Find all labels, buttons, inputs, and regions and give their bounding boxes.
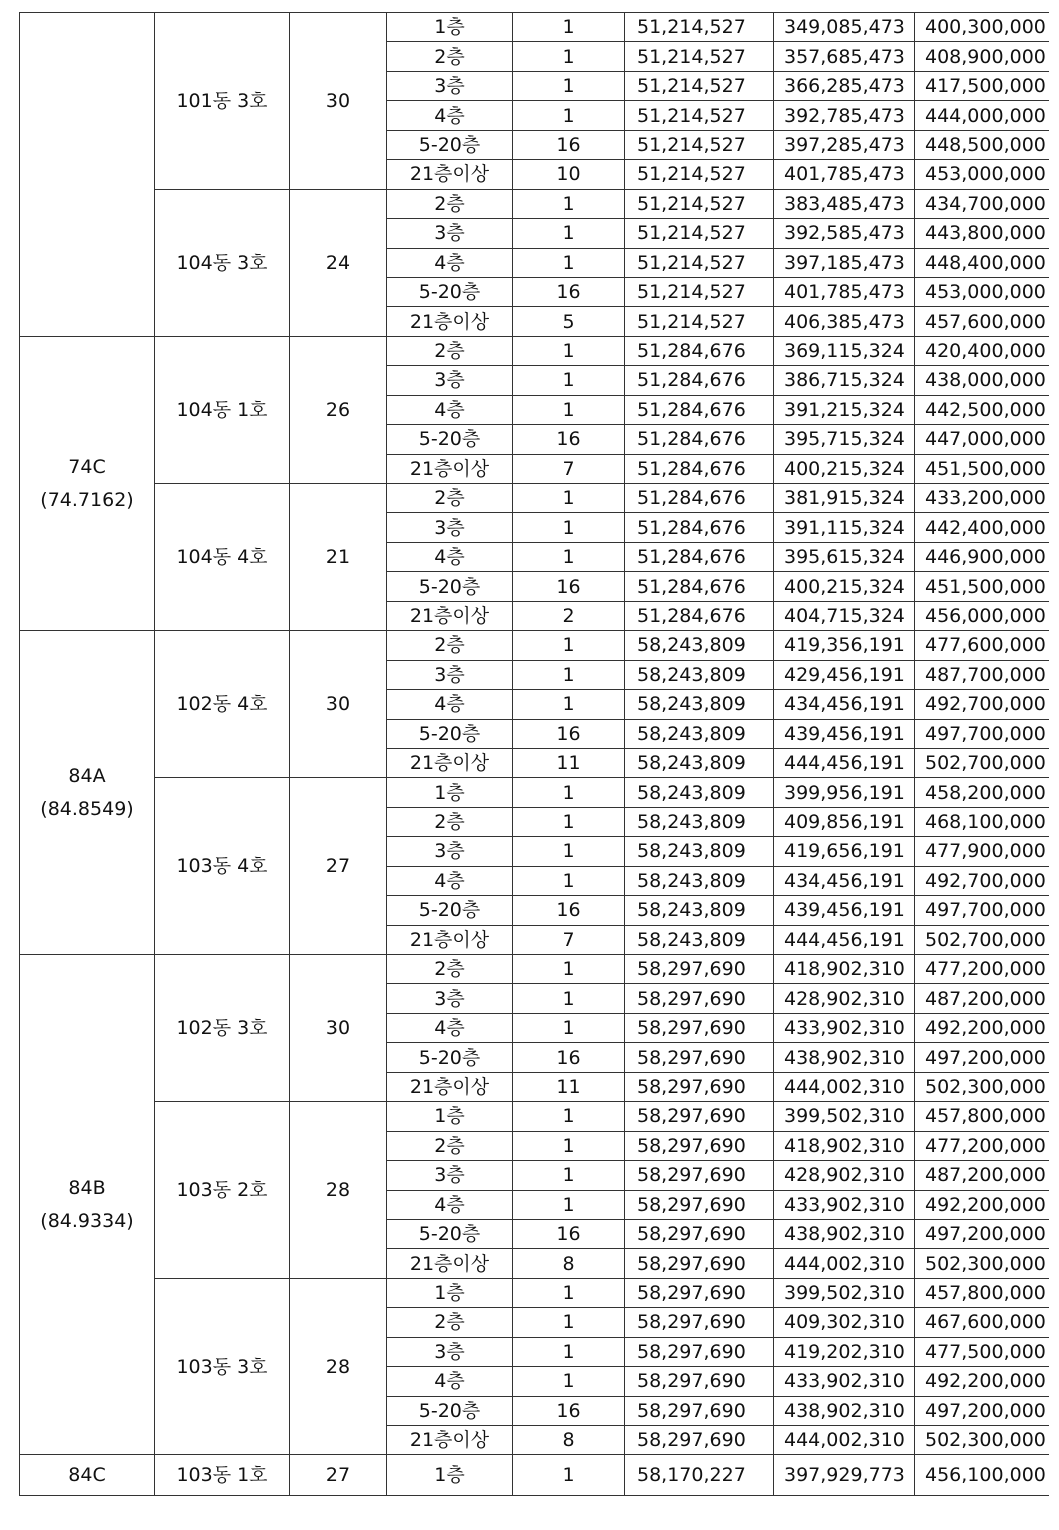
unit-count-cell: 28 <box>290 1278 387 1455</box>
total-price-cell: 477,200,000 <box>915 1131 1056 1160</box>
land-price-cell: 58,297,690 <box>625 1337 774 1366</box>
total-price-cell: 502,700,000 <box>915 925 1056 954</box>
floor-cell: 2층 <box>387 484 513 513</box>
floor-cell: 4층 <box>387 1190 513 1219</box>
total-price-cell: 497,200,000 <box>915 1043 1056 1072</box>
floor-cell: 4층 <box>387 1013 513 1042</box>
building-price-cell: 397,929,773 <box>774 1455 915 1496</box>
households-cell: 16 <box>513 572 625 601</box>
land-price-cell: 58,170,227 <box>625 1455 774 1496</box>
building-price-cell: 439,456,191 <box>774 719 915 748</box>
households-cell: 1 <box>513 248 625 277</box>
unit-count-cell: 28 <box>290 1102 387 1279</box>
land-price-cell: 58,297,690 <box>625 1161 774 1190</box>
unit-cell: 103동 2호 <box>155 1102 290 1279</box>
floor-cell: 21층이상 <box>387 925 513 954</box>
total-price-cell: 458,200,000 <box>915 778 1056 807</box>
total-price-cell: 400,300,000 <box>915 13 1056 42</box>
total-price-cell: 502,700,000 <box>915 748 1056 777</box>
households-cell: 10 <box>513 160 625 189</box>
table-row <box>20 1102 1056 1131</box>
land-price-cell: 51,214,527 <box>625 101 774 130</box>
building-price-cell: 397,185,473 <box>774 248 915 277</box>
building-price-cell: 392,785,473 <box>774 101 915 130</box>
page-edge <box>1049 12 1059 1524</box>
households-cell: 1 <box>513 13 625 42</box>
land-price-cell: 58,297,690 <box>625 1131 774 1160</box>
households-cell: 1 <box>513 837 625 866</box>
building-price-cell: 400,215,324 <box>774 454 915 483</box>
floor-cell: 3층 <box>387 513 513 542</box>
floor-cell: 2층 <box>387 631 513 660</box>
households-cell: 1 <box>513 336 625 365</box>
unit-count-cell: 30 <box>290 631 387 778</box>
land-price-cell: 58,297,690 <box>625 1278 774 1307</box>
table-row <box>20 189 1056 218</box>
households-cell: 1 <box>513 1190 625 1219</box>
total-price-cell: 492,200,000 <box>915 1013 1056 1042</box>
land-price-cell: 51,214,527 <box>625 277 774 306</box>
land-price-cell: 58,243,809 <box>625 807 774 836</box>
building-price-cell: 391,115,324 <box>774 513 915 542</box>
households-cell: 1 <box>513 866 625 895</box>
table-row <box>20 778 1056 807</box>
building-price-cell: 349,085,473 <box>774 13 915 42</box>
households-cell: 1 <box>513 366 625 395</box>
land-price-cell: 51,214,527 <box>625 13 774 42</box>
land-price-cell: 58,297,690 <box>625 1043 774 1072</box>
building-price-cell: 419,202,310 <box>774 1337 915 1366</box>
land-price-cell: 58,297,690 <box>625 1219 774 1248</box>
building-price-cell: 386,715,324 <box>774 366 915 395</box>
households-cell: 1 <box>513 513 625 542</box>
land-price-cell: 58,243,809 <box>625 660 774 689</box>
households-cell: 1 <box>513 1013 625 1042</box>
building-price-cell: 418,902,310 <box>774 1131 915 1160</box>
total-price-cell: 497,200,000 <box>915 1219 1056 1248</box>
total-price-cell: 434,700,000 <box>915 189 1056 218</box>
housing-type-cell <box>20 1455 155 1496</box>
households-cell: 1 <box>513 42 625 71</box>
total-price-cell: 487,700,000 <box>915 660 1056 689</box>
total-price-cell: 497,200,000 <box>915 1396 1056 1425</box>
households-cell: 11 <box>513 748 625 777</box>
housing-area: (84.8549) <box>40 797 134 820</box>
total-price-cell: 457,600,000 <box>915 307 1056 336</box>
land-price-cell: 58,297,690 <box>625 1308 774 1337</box>
total-price-cell: 467,600,000 <box>915 1308 1056 1337</box>
building-price-cell: 409,856,191 <box>774 807 915 836</box>
land-price-cell: 51,214,527 <box>625 130 774 159</box>
floor-cell: 21층이상 <box>387 454 513 483</box>
building-price-cell: 404,715,324 <box>774 601 915 630</box>
unit-count-cell: 30 <box>290 13 387 190</box>
total-price-cell: 453,000,000 <box>915 160 1056 189</box>
land-price-cell: 51,284,676 <box>625 542 774 571</box>
building-price-cell: 401,785,473 <box>774 277 915 306</box>
land-price-cell: 58,297,690 <box>625 984 774 1013</box>
land-price-cell: 58,243,809 <box>625 837 774 866</box>
total-price-cell: 477,200,000 <box>915 955 1056 984</box>
total-price-cell: 447,000,000 <box>915 425 1056 454</box>
building-price-cell: 419,356,191 <box>774 631 915 660</box>
building-price-cell: 429,456,191 <box>774 660 915 689</box>
total-price-cell: 417,500,000 <box>915 71 1056 100</box>
land-price-cell: 58,297,690 <box>625 1426 774 1455</box>
table-row <box>20 955 1056 984</box>
total-price-cell: 487,200,000 <box>915 984 1056 1013</box>
land-price-cell: 51,214,527 <box>625 189 774 218</box>
housing-type-cell <box>20 13 155 337</box>
land-price-cell: 58,243,809 <box>625 690 774 719</box>
land-price-cell: 51,214,527 <box>625 160 774 189</box>
land-price-cell: 51,214,527 <box>625 307 774 336</box>
housing-type: 84B <box>68 1176 106 1199</box>
floor-cell: 2층 <box>387 42 513 71</box>
total-price-cell: 492,700,000 <box>915 690 1056 719</box>
floor-cell: 4층 <box>387 395 513 424</box>
households-cell: 7 <box>513 454 625 483</box>
land-price-cell: 58,297,690 <box>625 1249 774 1278</box>
building-price-cell: 434,456,191 <box>774 690 915 719</box>
housing-type: 84C <box>68 1463 106 1486</box>
building-price-cell: 428,902,310 <box>774 984 915 1013</box>
total-price-cell: 433,200,000 <box>915 484 1056 513</box>
floor-cell: 5-20층 <box>387 1043 513 1072</box>
building-price-cell: 438,902,310 <box>774 1219 915 1248</box>
floor-cell: 5-20층 <box>387 1219 513 1248</box>
households-cell: 16 <box>513 719 625 748</box>
total-price-cell: 492,200,000 <box>915 1367 1056 1396</box>
building-price-cell: 419,656,191 <box>774 837 915 866</box>
total-price-cell: 456,100,000 <box>915 1455 1056 1496</box>
households-cell: 11 <box>513 1072 625 1101</box>
floor-cell: 2층 <box>387 336 513 365</box>
building-price-cell: 428,902,310 <box>774 1161 915 1190</box>
land-price-cell: 51,284,676 <box>625 425 774 454</box>
housing-type: 74C <box>68 455 106 478</box>
floor-cell: 5-20층 <box>387 896 513 925</box>
total-price-cell: 457,800,000 <box>915 1278 1056 1307</box>
land-price-cell: 51,214,527 <box>625 71 774 100</box>
building-price-cell: 392,585,473 <box>774 219 915 248</box>
households-cell: 1 <box>513 1455 625 1496</box>
table-row <box>20 13 1056 42</box>
building-price-cell: 409,302,310 <box>774 1308 915 1337</box>
households-cell: 1 <box>513 690 625 719</box>
land-price-cell: 51,214,527 <box>625 219 774 248</box>
households-cell: 16 <box>513 277 625 306</box>
floor-cell: 3층 <box>387 71 513 100</box>
unit-count-cell: 24 <box>290 189 387 336</box>
land-price-cell: 58,243,809 <box>625 719 774 748</box>
floor-cell: 4층 <box>387 248 513 277</box>
land-price-cell: 58,243,809 <box>625 925 774 954</box>
households-cell: 1 <box>513 542 625 571</box>
households-cell: 1 <box>513 1278 625 1307</box>
households-cell: 8 <box>513 1249 625 1278</box>
total-price-cell: 420,400,000 <box>915 336 1056 365</box>
households-cell: 1 <box>513 484 625 513</box>
households-cell: 2 <box>513 601 625 630</box>
land-price-cell: 58,243,809 <box>625 896 774 925</box>
households-cell: 1 <box>513 955 625 984</box>
floor-cell: 2층 <box>387 1308 513 1337</box>
building-price-cell: 406,385,473 <box>774 307 915 336</box>
table-row <box>20 1455 1056 1496</box>
land-price-cell: 58,297,690 <box>625 1072 774 1101</box>
building-price-cell: 383,485,473 <box>774 189 915 218</box>
building-price-cell: 366,285,473 <box>774 71 915 100</box>
floor-cell: 4층 <box>387 542 513 571</box>
households-cell: 16 <box>513 130 625 159</box>
land-price-cell: 58,297,690 <box>625 1367 774 1396</box>
floor-cell: 2층 <box>387 189 513 218</box>
households-cell: 8 <box>513 1426 625 1455</box>
land-price-cell: 51,284,676 <box>625 336 774 365</box>
floor-cell: 5-20층 <box>387 572 513 601</box>
housing-type: 84A <box>68 764 106 787</box>
building-price-cell: 439,456,191 <box>774 896 915 925</box>
building-price-cell: 357,685,473 <box>774 42 915 71</box>
households-cell: 16 <box>513 896 625 925</box>
building-price-cell: 395,615,324 <box>774 542 915 571</box>
households-cell: 16 <box>513 1043 625 1072</box>
total-price-cell: 497,700,000 <box>915 896 1056 925</box>
households-cell: 1 <box>513 778 625 807</box>
housing-type-cell <box>20 955 155 1455</box>
building-price-cell: 399,502,310 <box>774 1102 915 1131</box>
floor-cell: 21층이상 <box>387 160 513 189</box>
building-price-cell: 444,456,191 <box>774 748 915 777</box>
land-price-cell: 58,297,690 <box>625 1013 774 1042</box>
households-cell: 1 <box>513 1367 625 1396</box>
total-price-cell: 457,800,000 <box>915 1102 1056 1131</box>
building-price-cell: 444,456,191 <box>774 925 915 954</box>
households-cell: 16 <box>513 425 625 454</box>
building-price-cell: 433,902,310 <box>774 1013 915 1042</box>
total-price-cell: 442,400,000 <box>915 513 1056 542</box>
housing-type-cell <box>20 631 155 955</box>
table-row <box>20 631 1056 660</box>
unit-count-cell: 27 <box>290 778 387 955</box>
total-price-cell: 477,900,000 <box>915 837 1056 866</box>
housing-area: (84.9334) <box>40 1209 134 1232</box>
total-price-cell: 453,000,000 <box>915 277 1056 306</box>
households-cell: 1 <box>513 1308 625 1337</box>
land-price-cell: 51,284,676 <box>625 572 774 601</box>
total-price-cell: 502,300,000 <box>915 1072 1056 1101</box>
floor-cell: 3층 <box>387 660 513 689</box>
building-price-cell: 381,915,324 <box>774 484 915 513</box>
floor-cell: 4층 <box>387 866 513 895</box>
land-price-cell: 58,297,690 <box>625 1102 774 1131</box>
unit-count-cell: 21 <box>290 484 387 631</box>
floor-cell: 4층 <box>387 690 513 719</box>
price-table-body <box>20 13 1056 1496</box>
households-cell: 1 <box>513 984 625 1013</box>
households-cell: 1 <box>513 395 625 424</box>
building-price-cell: 391,215,324 <box>774 395 915 424</box>
households-cell: 1 <box>513 1102 625 1131</box>
price-table <box>19 12 1055 1496</box>
total-price-cell: 448,500,000 <box>915 130 1056 159</box>
land-price-cell: 51,284,676 <box>625 366 774 395</box>
unit-cell: 102동 4호 <box>155 631 290 778</box>
total-price-cell: 444,000,000 <box>915 101 1056 130</box>
land-price-cell: 58,297,690 <box>625 955 774 984</box>
land-price-cell: 51,284,676 <box>625 484 774 513</box>
unit-cell: 103동 1호 <box>155 1455 290 1496</box>
total-price-cell: 451,500,000 <box>915 572 1056 601</box>
building-price-cell: 395,715,324 <box>774 425 915 454</box>
building-price-cell: 444,002,310 <box>774 1426 915 1455</box>
floor-cell: 5-20층 <box>387 277 513 306</box>
total-price-cell: 492,200,000 <box>915 1190 1056 1219</box>
floor-cell: 1층 <box>387 1455 513 1496</box>
floor-cell: 3층 <box>387 219 513 248</box>
households-cell: 1 <box>513 101 625 130</box>
building-price-cell: 444,002,310 <box>774 1249 915 1278</box>
table-row <box>20 336 1056 365</box>
households-cell: 16 <box>513 1396 625 1425</box>
total-price-cell: 492,700,000 <box>915 866 1056 895</box>
households-cell: 1 <box>513 1161 625 1190</box>
households-cell: 1 <box>513 1337 625 1366</box>
floor-cell: 21층이상 <box>387 1249 513 1278</box>
households-cell: 5 <box>513 307 625 336</box>
total-price-cell: 497,700,000 <box>915 719 1056 748</box>
total-price-cell: 477,500,000 <box>915 1337 1056 1366</box>
land-price-cell: 58,243,809 <box>625 748 774 777</box>
land-price-cell: 58,297,690 <box>625 1396 774 1425</box>
total-price-cell: 468,100,000 <box>915 807 1056 836</box>
land-price-cell: 51,214,527 <box>625 42 774 71</box>
unit-count-cell: 30 <box>290 955 387 1102</box>
floor-cell: 21층이상 <box>387 1426 513 1455</box>
floor-cell: 5-20층 <box>387 425 513 454</box>
table-row <box>20 484 1056 513</box>
households-cell: 1 <box>513 660 625 689</box>
building-price-cell: 433,902,310 <box>774 1367 915 1396</box>
floor-cell: 21층이상 <box>387 1072 513 1101</box>
unit-cell: 104동 1호 <box>155 336 290 483</box>
households-cell: 1 <box>513 1131 625 1160</box>
floor-cell: 4층 <box>387 101 513 130</box>
total-price-cell: 502,300,000 <box>915 1249 1056 1278</box>
households-cell: 16 <box>513 1219 625 1248</box>
unit-count-cell: 27 <box>290 1455 387 1496</box>
unit-cell: 102동 3호 <box>155 955 290 1102</box>
floor-cell: 1층 <box>387 1102 513 1131</box>
unit-cell: 103동 3호 <box>155 1278 290 1455</box>
total-price-cell: 442,500,000 <box>915 395 1056 424</box>
total-price-cell: 438,000,000 <box>915 366 1056 395</box>
floor-cell: 3층 <box>387 1337 513 1366</box>
land-price-cell: 58,243,809 <box>625 778 774 807</box>
floor-cell: 5-20층 <box>387 719 513 748</box>
building-price-cell: 444,002,310 <box>774 1072 915 1101</box>
land-price-cell: 58,243,809 <box>625 631 774 660</box>
housing-area: (74.7162) <box>40 488 134 511</box>
housing-type-cell <box>20 336 155 630</box>
building-price-cell: 433,902,310 <box>774 1190 915 1219</box>
total-price-cell: 451,500,000 <box>915 454 1056 483</box>
land-price-cell: 58,297,690 <box>625 1190 774 1219</box>
land-price-cell: 51,284,676 <box>625 454 774 483</box>
land-price-cell: 51,284,676 <box>625 513 774 542</box>
building-price-cell: 399,956,191 <box>774 778 915 807</box>
total-price-cell: 487,200,000 <box>915 1161 1056 1190</box>
total-price-cell: 448,400,000 <box>915 248 1056 277</box>
building-price-cell: 399,502,310 <box>774 1278 915 1307</box>
building-price-cell: 418,902,310 <box>774 955 915 984</box>
total-price-cell: 502,300,000 <box>915 1426 1056 1455</box>
floor-cell: 2층 <box>387 807 513 836</box>
households-cell: 1 <box>513 631 625 660</box>
unit-cell: 104동 4호 <box>155 484 290 631</box>
floor-cell: 5-20층 <box>387 130 513 159</box>
floor-cell: 3층 <box>387 1161 513 1190</box>
total-price-cell: 446,900,000 <box>915 542 1056 571</box>
total-price-cell: 477,600,000 <box>915 631 1056 660</box>
land-price-cell: 51,284,676 <box>625 395 774 424</box>
floor-cell: 3층 <box>387 366 513 395</box>
building-price-cell: 438,902,310 <box>774 1396 915 1425</box>
building-price-cell: 401,785,473 <box>774 160 915 189</box>
households-cell: 1 <box>513 189 625 218</box>
unit-cell: 104동 3호 <box>155 189 290 336</box>
total-price-cell: 456,000,000 <box>915 601 1056 630</box>
building-price-cell: 438,902,310 <box>774 1043 915 1072</box>
total-price-cell: 408,900,000 <box>915 42 1056 71</box>
households-cell: 7 <box>513 925 625 954</box>
unit-cell: 103동 4호 <box>155 778 290 955</box>
building-price-cell: 397,285,473 <box>774 130 915 159</box>
floor-cell: 4층 <box>387 1367 513 1396</box>
unit-count-cell: 26 <box>290 336 387 483</box>
total-price-cell: 443,800,000 <box>915 219 1056 248</box>
households-cell: 1 <box>513 807 625 836</box>
floor-cell: 1층 <box>387 778 513 807</box>
floor-cell: 21층이상 <box>387 307 513 336</box>
building-price-cell: 434,456,191 <box>774 866 915 895</box>
floor-cell: 21층이상 <box>387 601 513 630</box>
unit-cell: 101동 3호 <box>155 13 290 190</box>
households-cell: 1 <box>513 219 625 248</box>
floor-cell: 5-20층 <box>387 1396 513 1425</box>
floor-cell: 3층 <box>387 984 513 1013</box>
table-row <box>20 1278 1056 1307</box>
floor-cell: 3층 <box>387 837 513 866</box>
land-price-cell: 51,214,527 <box>625 248 774 277</box>
building-price-cell: 369,115,324 <box>774 336 915 365</box>
floor-cell: 1층 <box>387 1278 513 1307</box>
households-cell: 1 <box>513 71 625 100</box>
floor-cell: 2층 <box>387 955 513 984</box>
land-price-cell: 51,284,676 <box>625 601 774 630</box>
floor-cell: 1층 <box>387 13 513 42</box>
building-price-cell: 400,215,324 <box>774 572 915 601</box>
floor-cell: 21층이상 <box>387 748 513 777</box>
land-price-cell: 58,243,809 <box>625 866 774 895</box>
floor-cell: 2층 <box>387 1131 513 1160</box>
